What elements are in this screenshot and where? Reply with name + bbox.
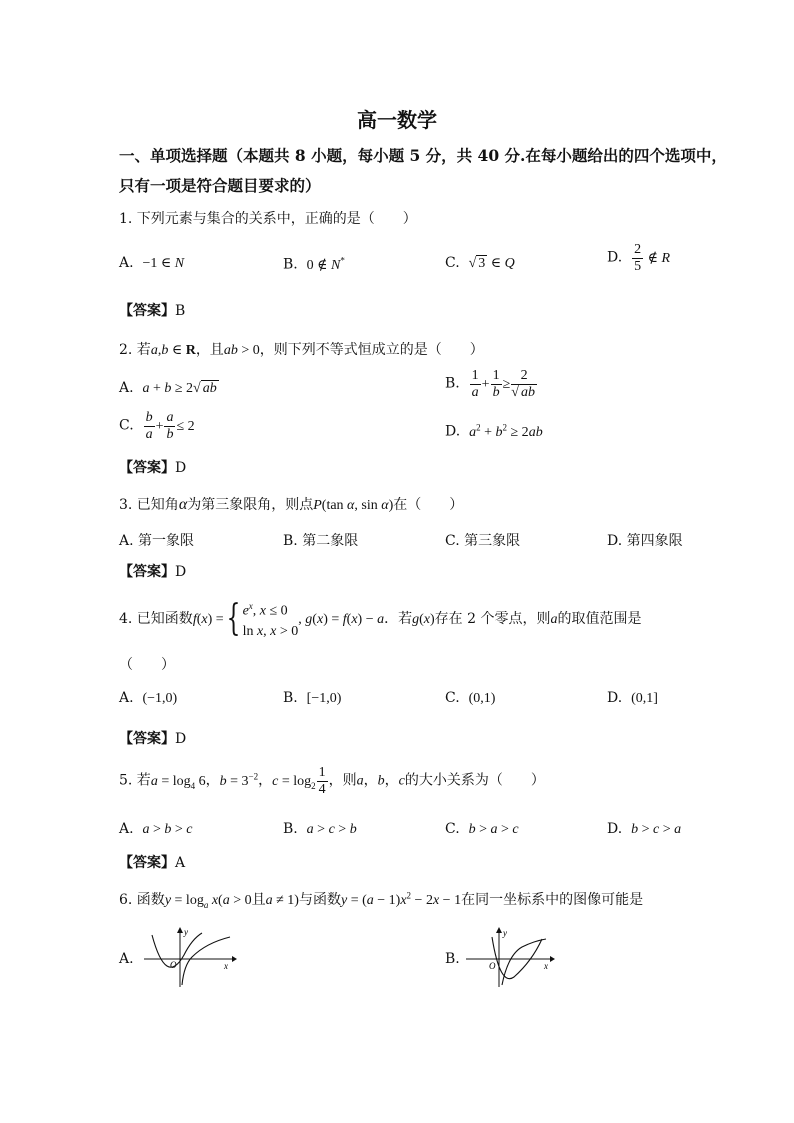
svg-text:y: y [503,928,507,938]
question-2-option-b [445,368,538,401]
option-formula: $\frac{1}{a}$ + $\frac{1}{b}$ ≥ $\frac{2}{√ ab}$ [471,368,535,400]
option-formula: b > a > c [468,822,519,837]
svg-text:O: O [170,960,177,970]
option-formula: b > c > a [631,822,682,837]
question-1-option-a [119,255,184,272]
option-formula: [−1,0) [306,691,342,706]
question-3-option-b: B. 第二象限 [283,533,359,549]
option-formula: (0,1] [631,691,658,706]
option-formula: √ 3 ∈ Q [468,256,515,271]
question-6-option-a-graph [140,925,240,990]
option-formula: a > b > c [142,822,193,837]
option-label: D. [607,249,623,266]
question-4-option-d [607,690,658,707]
option-formula: (0,1) [468,691,496,706]
question-2-stem: 2. 若a,b ∈ R，且ab > 0，则下列不等式恒成立的是（ ） [119,342,484,358]
question-1-option-b [283,255,345,274]
question-1-option-d [607,242,670,275]
question-3-option-c: C. 第三象限 [445,533,521,549]
option-label: B. [283,821,298,837]
svg-text:O: O [489,961,496,971]
question-3-option-a: A. 第一象限 [119,533,195,549]
option-label: D. [607,821,623,837]
question-5-option-d [607,821,681,838]
option-label: A. [119,255,134,271]
question-3-stem: 3. 已知角α为第三象限角，则点P(tan α, sin α)在（ ） [119,496,464,513]
svg-text:x: x [544,961,548,971]
option-label: A. [119,380,134,396]
option-label: A. [119,821,134,837]
question-6-option-b-graph [462,925,562,990]
option-label: C. [445,821,460,837]
option-label: A. [119,690,134,706]
section-heading-line2: 只有一项是符合题目要求的） [119,176,321,195]
option-formula: a + b ≥ 2√ ab [142,381,217,396]
question-1-answer: 【答案】B [119,303,186,319]
question-5-option-a [119,821,193,838]
question-5-answer: 【答案】A [119,855,186,871]
option-formula: −1 ∈ N [142,256,185,271]
question-6-stem: 6. 函数$y = \log_a x(a > 0$且a ≠ 1)与函数$y = (a - 1)x^2 - 2x - 1$在同一坐标系中的图像可能是 [119,890,644,910]
question-4-option-c [445,690,495,707]
option-formula: 0 ∉ N* [306,255,345,273]
question-1-option-c [445,255,515,272]
option-formula: $\frac{b}{a}$ + $\frac{a}{b}$ ≤ 2 [145,410,195,442]
option-label: B. [283,256,298,273]
question-2-option-d [445,422,543,441]
option-label: C. [445,255,460,271]
question-4-option-a [119,690,177,707]
question-4-stem-line2: （ ） [119,657,175,673]
question-4-stem: 4. 已知函数f(x) ={ $e^x$, x ≤ 0 ln x, x > 0 , g(x) = f(x) − a．若g(x)存在 2 个零点，则a的取值范围是 [119,597,642,639]
option-label: C. [445,690,460,706]
question-5-stem: 5. 若$a = \log_4 6$，$b = 3^{-2}$，$c = \log_2$ $\frac{1}{4}$ ，则a，b，c的大小关系为（ ） [119,765,545,797]
page-title: 高一数学 [357,108,437,132]
option-label: D. [445,423,461,440]
question-2-answer: 【答案】D [119,460,187,476]
svg-text:x: x [224,961,228,971]
question-1-stem: 1. 下列元素与集合的关系中，正确的是（ ） [119,211,417,227]
option-formula: $\frac{2}{5}$ ∉ R [634,242,671,274]
option-label: B. [283,690,298,706]
question-5-option-c [445,821,519,838]
question-2-option-c [119,410,195,443]
option-label: D. [607,690,623,706]
question-4-answer: 【答案】D [119,731,187,747]
option-formula: (−1,0) [142,691,178,706]
question-6-option-a-label: A. [119,951,134,967]
question-5-option-b [283,821,357,838]
question-4-option-b [283,690,341,707]
option-label: C. [119,417,134,434]
option-formula: a > c > b [306,822,357,837]
question-3-option-d: D. 第四象限 [607,533,683,549]
question-2-option-a [119,380,219,397]
option-label: B. [445,375,460,392]
svg-text:y: y [184,927,188,937]
question-3-answer: 【答案】D [119,564,187,580]
section-heading-line1: 一、单项选择题（本题共 8 小题，每小题 5 分，共 40 分.在每小题给出的四个选项中， [119,146,727,165]
option-formula: $a^2 + b^2 \ge 2ab$ [469,422,543,440]
question-6-option-b-label: B. [445,951,460,967]
